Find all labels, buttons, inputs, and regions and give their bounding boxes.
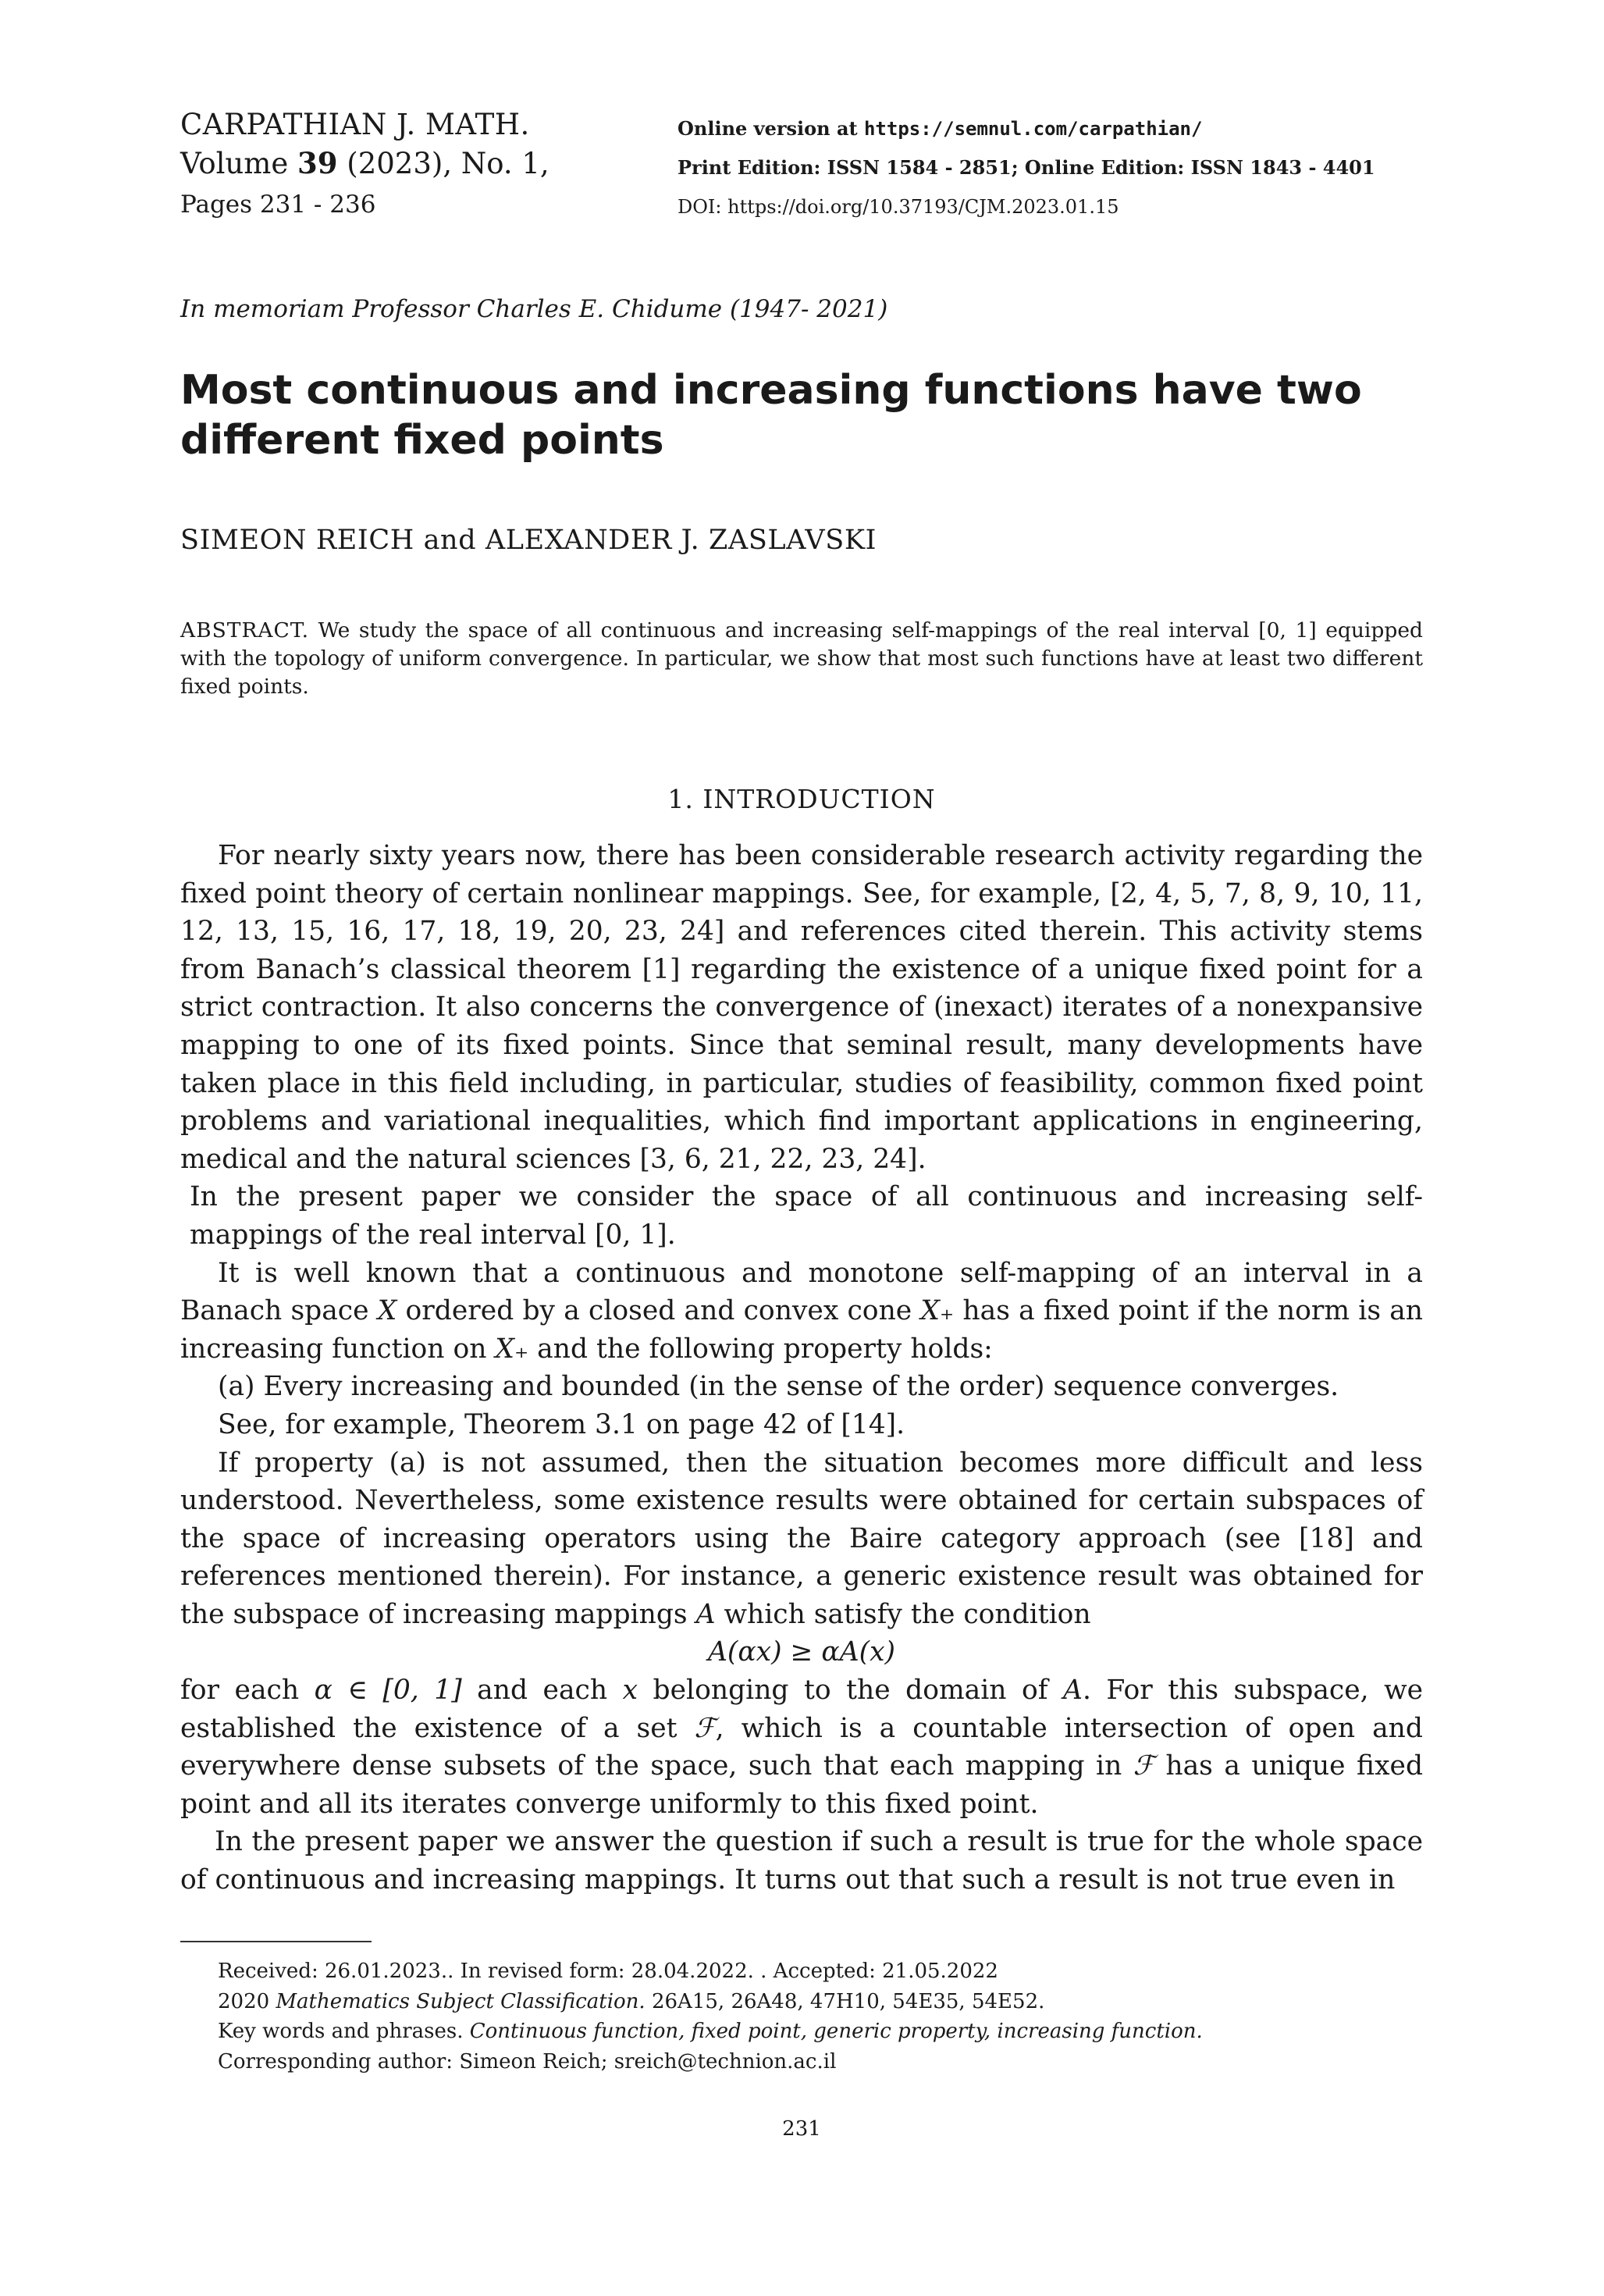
volume-info: Volume 39 (2023), No. 1, bbox=[180, 146, 549, 180]
abstract bbox=[180, 617, 1423, 701]
msc-classification: 2020 Mathematics Subject Classification. 26A15, 26A48, 47H10, 54E35, 54E52. bbox=[218, 1989, 1045, 2013]
paragraph: For nearly sixty years now, there has been considerable research activity regarding the fixed point theory of certain nonlinear mappings. See, for example, [2, 4, 5, 7, 8, 9, 10, 11, 12, 13, 15, 16, 17, 18, 19, 20, 23, 24] and references cited therein. This activity stems from Banach’s classical theorem [1] regarding the existence of a unique fixed point for a strict contraction. It also concerns the convergence of (inexact) iterates of a nonexpansive mapping to one of its fixed points. Since that seminal result, many developments have taken place in this field including, in particular, studies of feasibility, common fixed point problems and variational inequalities, which find important applications in engineering, medical and the natural sciences [3, 6, 21, 22, 23, 24]. bbox=[180, 840, 1423, 1175]
paragraph: In the present paper we answer the question if such a result is true for the whole space of continuous and increasing mappings. It turns out that such a result is not true even in bbox=[180, 1826, 1423, 1896]
volume-number: 39 bbox=[297, 146, 338, 180]
keywords: Key words and phrases. Continuous function, fixed point, generic property, increasing function. bbox=[218, 2020, 1203, 2043]
paragraph: In the present paper we consider the space of all continuous and increasing self-mappings of the real interval [0, 1]. bbox=[190, 1181, 1423, 1251]
body-text bbox=[180, 837, 1423, 1899]
doi-link[interactable]: DOI: https://doi.org/10.37193/CJM.2023.01.15 bbox=[678, 196, 1119, 218]
abstract-label: ABSTRACT. bbox=[180, 618, 310, 643]
paragraph: for each α ∈ [0, 1] and each x belonging to the domain of A. For this subspace, we established the existence of a set ℱ, which is a countable intersection of open and everywhere dense subsets of the space, such that each mapping in ℱ has a unique fixed point and all its iterates converge uniformly to this fixed point. bbox=[180, 1675, 1424, 1820]
display-equation: A(αx) ≥ αA(x) bbox=[707, 1636, 896, 1668]
section-heading: 1. INTRODUCTION bbox=[667, 784, 936, 814]
journal-name: CARPATHIAN J. MATH. bbox=[180, 108, 530, 141]
memoriam-line: In memoriam Professor Charles E. Chidume (1947- 2021) bbox=[180, 295, 888, 323]
issn-info: Print Edition: ISSN 1584 - 2851; Online Edition: ISSN 1843 - 4401 bbox=[678, 156, 1375, 179]
paragraph: If property (a) is not assumed, then the situation becomes more difficult and less understood. Nevertheless, some existence results were obtained for certain subspaces of the space of increasing operators using the Baire category approach (see [18] and references mentioned therein). For instance, a generic existence result was obtained for the subspace of increasing mappings A which satisfy the condition bbox=[180, 1447, 1423, 1630]
paragraph: It is well known that a continuous and monotone self-mapping of an interval in a Banach space X ordered by a closed and convex cone X₊ has a fixed point if the norm is an increasing function on X₊ and the following property holds: bbox=[180, 1257, 1424, 1365]
journal-header bbox=[180, 106, 664, 224]
paper-title: Most continuous and increasing functions have two different fixed points bbox=[180, 367, 1362, 464]
page-number: 231 bbox=[782, 2117, 821, 2141]
author-list: SIMEON REICH and ALEXANDER J. ZASLAVSKI bbox=[180, 525, 877, 556]
footnote-rule bbox=[180, 1941, 372, 1942]
abstract-text: We study the space of all continuous and increasing self-mappings of the real interval [0, 1] equipped with the topology of uniform convergence. In particular, we show that most such functions have at least two different fixed points. bbox=[180, 618, 1423, 699]
online-version: Online version at https://semnul.com/carpathian/ bbox=[678, 117, 1203, 140]
paragraph: (a) Every increasing and bounded (in the sense of the order) sequence converges. bbox=[218, 1371, 1339, 1403]
paragraph: See, for example, Theorem 3.1 on page 42 of [14]. bbox=[218, 1408, 905, 1440]
footnotes bbox=[218, 1956, 1435, 2077]
publication-info bbox=[678, 109, 1427, 226]
online-url[interactable]: https://semnul.com/carpathian/ bbox=[863, 118, 1203, 140]
received-dates: Received: 26.01.2023.. In revised form: 28.04.2022. . Accepted: 21.05.2022 bbox=[218, 1960, 998, 1983]
corresponding-author: Corresponding author: Simeon Reich; sreich@technion.ac.il bbox=[218, 2049, 837, 2074]
page-range: Pages 231 - 236 bbox=[180, 190, 376, 219]
